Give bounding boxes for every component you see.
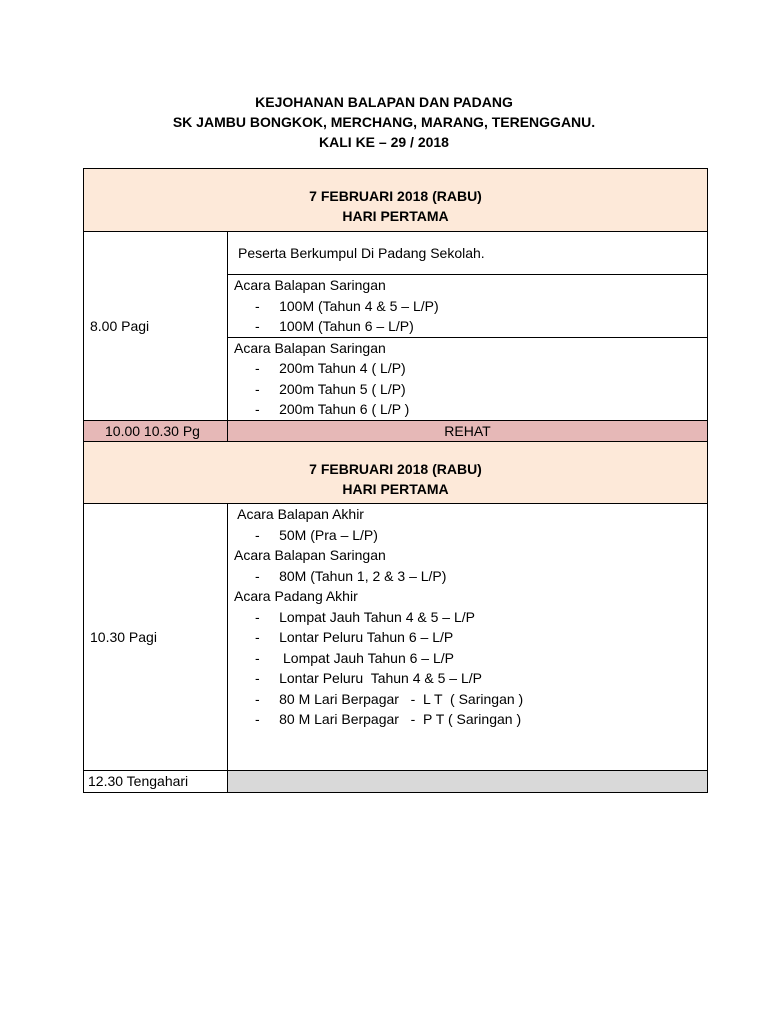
event-item: - 80M (Tahun 1, 2 & 3 – L/P)	[255, 567, 447, 584]
event-cell	[228, 504, 708, 771]
event-item: - Lompat Jauh Tahun 6 – L/P	[255, 649, 454, 666]
event-item: - 80 M Lari Berpagar - L T ( Saringan )	[255, 690, 524, 707]
event-item: - 200m Tahun 6 ( L/P )	[255, 401, 410, 417]
session-header	[84, 169, 708, 232]
session-day: HARI PERTAMA	[342, 480, 449, 497]
event-item: - 100M (Tahun 6 – L/P)	[255, 318, 414, 334]
session-header	[84, 442, 708, 504]
edition-label: KALI KE – 29 / 2018	[319, 134, 449, 150]
event-item: - Lontar Peluru Tahun 4 & 5 – L/P	[255, 670, 482, 686]
table-row	[84, 504, 708, 771]
event-item: - Lontar Peluru Tahun 6 – L/P	[255, 629, 454, 645]
session-date: 7 FEBRUARI 2018 (RABU)	[309, 188, 482, 204]
schedule-table	[83, 168, 708, 793]
event-title: KEJOHANAN BALAPAN DAN PADANG	[255, 94, 513, 110]
event-item: - 80 M Lari Berpagar - P T ( Saringan )	[255, 711, 522, 727]
end-time: 12.30 Tengahari	[84, 771, 228, 793]
event-item: - 200m Tahun 4 ( L/P)	[255, 360, 406, 376]
break-time: 10.00 10.30 Pg	[84, 420, 228, 442]
event-group-title: Acara Balapan Akhir	[234, 506, 364, 522]
session-date: 7 FEBRUARI 2018 (RABU)	[309, 460, 482, 477]
event-group-title: Acara Balapan Saringan	[234, 339, 386, 356]
session-header-cell	[84, 442, 708, 504]
event-cell	[228, 232, 708, 275]
end-blank-cell	[228, 771, 708, 793]
session-day: HARI PERTAMA	[342, 208, 449, 224]
table-row	[84, 232, 708, 275]
time-cell: 8.00 Pagi	[84, 232, 228, 421]
session-header-cell	[84, 169, 708, 232]
event-group-title: Acara Balapan Saringan	[234, 547, 386, 563]
event-cell	[228, 337, 708, 420]
event-cell	[228, 275, 708, 338]
assembly-note: Peserta Berkumpul Di Padang Sekolah.	[238, 244, 485, 261]
end-row	[84, 771, 708, 793]
event-item: - 50M (Pra – L/P)	[255, 526, 378, 543]
event-group-title: Acara Padang Akhir	[234, 588, 358, 604]
break-label: REHAT	[228, 420, 708, 442]
time-cell: 10.30 Pagi	[84, 504, 228, 771]
event-item: - Lompat Jauh Tahun 4 & 5 – L/P	[255, 608, 475, 625]
break-row	[84, 420, 708, 442]
school-name: SK JAMBU BONGKOK, MERCHANG, MARANG, TERENGGANU.	[172, 114, 596, 130]
document-heading	[0, 92, 768, 152]
event-group-title: Acara Balapan Saringan	[234, 277, 386, 293]
event-item: - 200m Tahun 5 ( L/P)	[255, 380, 406, 397]
event-item: - 100M (Tahun 4 & 5 – L/P)	[255, 297, 439, 314]
